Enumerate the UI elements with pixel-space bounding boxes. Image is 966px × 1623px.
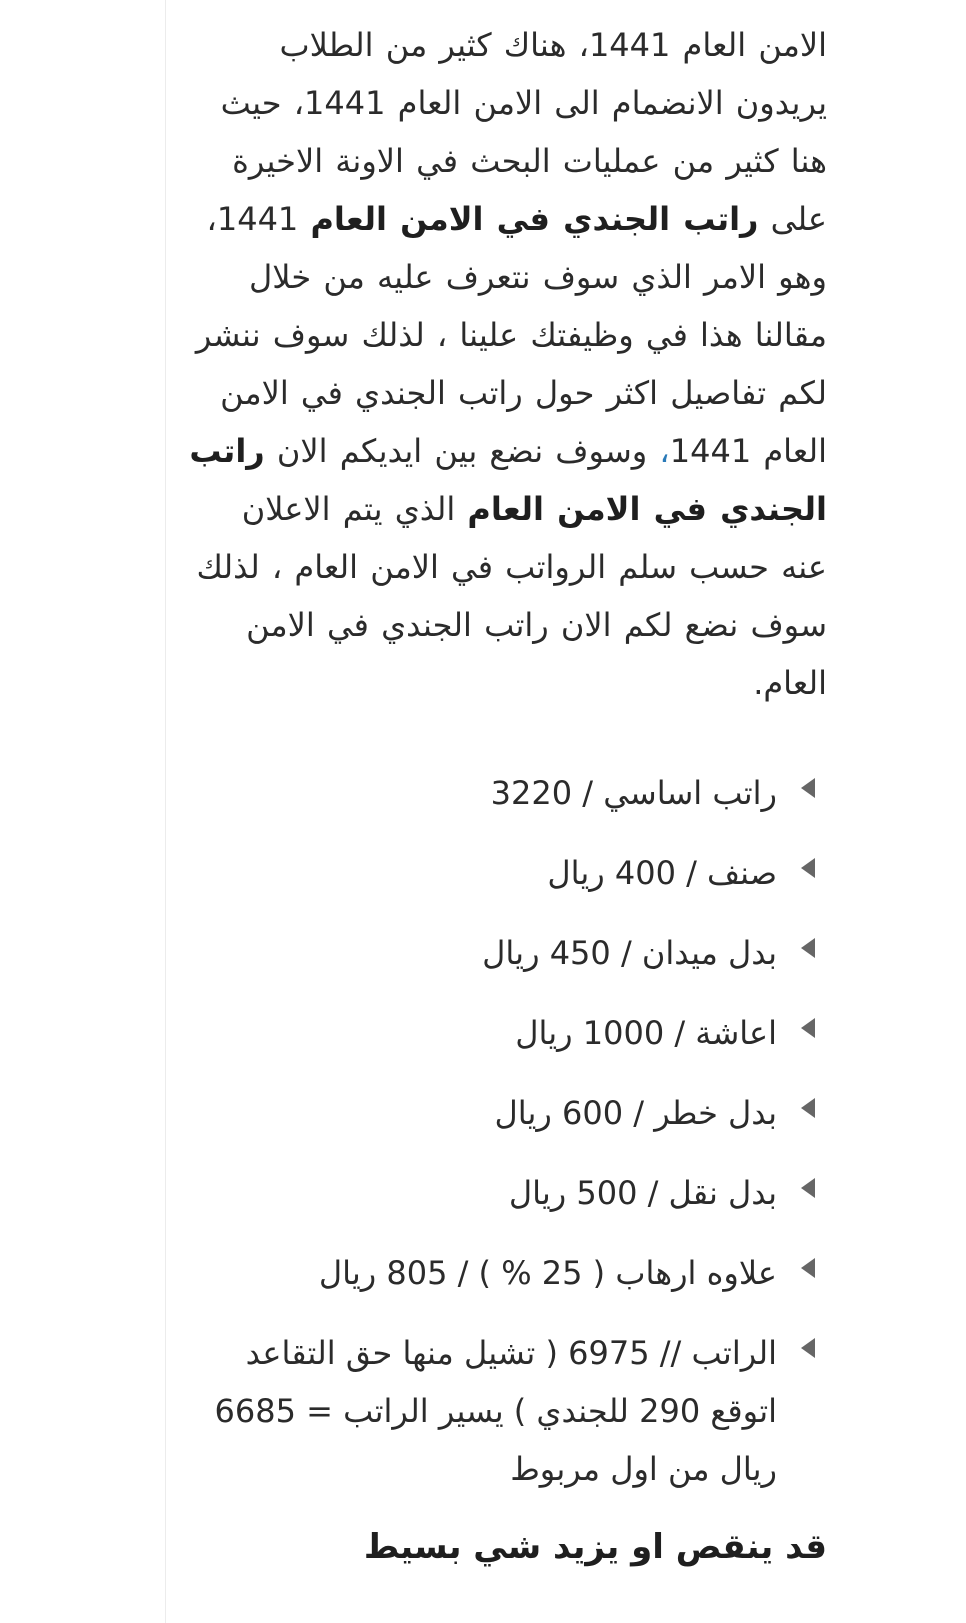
list-item-text: صنف / 400 ريال [547, 854, 777, 892]
intro-text-1: الامن العام 1441، هناك كثير من الطلاب يريدون الانضمام الى الامن العام 1441، حيث هنا كثير من عمليات البحث في الاونة الاخيرة على [220, 26, 827, 238]
caret-left-icon [801, 938, 815, 958]
closing-note: قد ينقص او يزيد شي بسيط [363, 1527, 827, 1567]
caret-left-icon [801, 778, 815, 798]
list-item [185, 924, 827, 982]
page-left-margin [0, 0, 165, 1623]
salary-breakdown-list [185, 764, 827, 1520]
intro-text-3: وسوف نضع بين ايديكم الان [264, 432, 660, 470]
list-item-text: بدل نقل / 500 ريال [508, 1174, 777, 1212]
list-item [185, 1324, 827, 1498]
list-item [185, 1164, 827, 1222]
intro-bold-keyword-2: راتب الجندي في الامن العام [189, 432, 827, 528]
content-divider [165, 0, 166, 1623]
list-item-text: علاوه ارهاب ( 25 % ) / 805 ريال [318, 1254, 777, 1292]
intro-text-4: الذي يتم الاعلان عنه حسب سلم الرواتب في الامن العام ، لذلك سوف نضع لكم الان راتب الجندي في الامن العام. [196, 490, 827, 702]
list-item-text: اعاشة / 1000 ريال [515, 1014, 777, 1052]
intro-paragraph [185, 16, 827, 712]
caret-left-icon [801, 1258, 815, 1278]
list-item [185, 764, 827, 822]
intro-bold-keyword-1: راتب الجندي في الامن العام [310, 200, 759, 238]
list-item-text: بدل ميدان / 450 ريال [482, 934, 777, 972]
list-item [185, 1244, 827, 1302]
intro-text-2: 1441، وهو الامر الذي سوف نتعرف عليه من خلال مقالنا هذا في وظيفتك علينا ، لذلك سوف ننشر لكم تفاصيل اكثر حول راتب الجندي في الامن العام 1441 [195, 200, 827, 470]
caret-left-icon [801, 1338, 815, 1358]
caret-left-icon [801, 1018, 815, 1038]
list-item [185, 844, 827, 902]
article-body [185, 16, 827, 1567]
inline-link[interactable]: ، [659, 432, 670, 470]
list-item-text: بدل خطر / 600 ريال [494, 1094, 777, 1132]
caret-left-icon [801, 1178, 815, 1198]
caret-left-icon [801, 1098, 815, 1118]
list-item-text: راتب اساسي / 3220 [490, 774, 777, 812]
caret-left-icon [801, 858, 815, 878]
list-item [185, 1084, 827, 1142]
list-item [185, 1004, 827, 1062]
list-item-text: الراتب // 6975 ( تشيل منها حق التقاعد اتوقع 290 للجندي ) يسير الراتب = 6685 ريال من اول مربوط [214, 1334, 777, 1488]
